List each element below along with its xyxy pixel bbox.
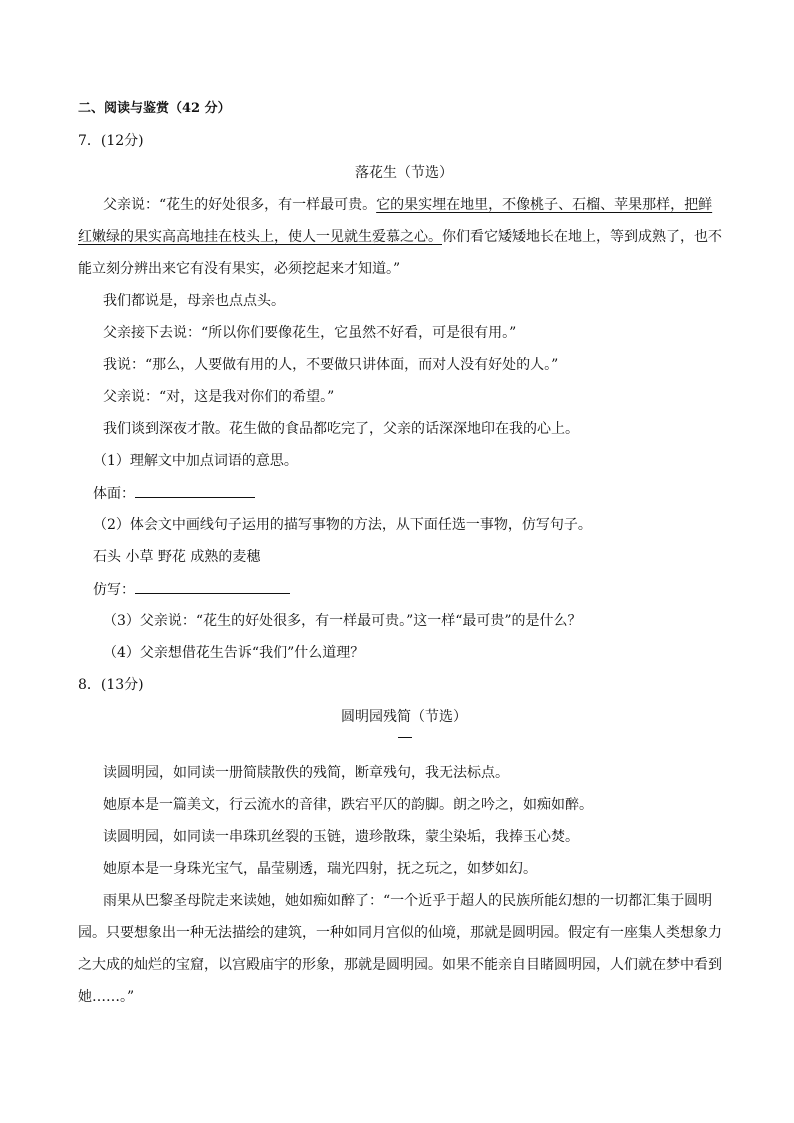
- sub-question-1: （1）理解文中加点词语的意思。: [93, 453, 298, 469]
- paragraph-line: 她……。”: [78, 989, 135, 1005]
- paragraph-line: 读圆明园，如同读一册简牍散佚的残简，断章残句，我无法标点。: [103, 765, 509, 781]
- question-7-number: 7．(12分): [78, 133, 144, 149]
- underlined-sentence: 红嫩绿的果实高高地挂在枝头上，使人一见就生爱慕之心。: [78, 229, 442, 245]
- paragraph-line: 我们都说是，母亲也点点头。: [103, 293, 285, 309]
- paragraph-line: 园。只要想象出一种无法描绘的建筑，一种如同月宫似的仙境，那就是圆明园。假定有一座集人类想象力: [78, 925, 722, 941]
- paragraph-line: 雨果从巴黎圣母院走来读她，她如痴如醉了：“一个近乎于超人的民族所能幻想的一切都汇集于圆明: [103, 893, 713, 909]
- passage-title-yuanmingyuan: 圆明园残简（节选）: [341, 709, 467, 725]
- paragraph-text: 你们看它矮矮地长在地上，等到成熟了，也不: [442, 229, 722, 245]
- underlined-sentence: 它的果实埋在地里，不像桃子、石榴、苹果那样，把鲜: [376, 197, 713, 213]
- paragraph-line: 我说：“那么，人要做有用的人，不要做只讲体面，而对人没有好处的人。”: [103, 357, 559, 373]
- paragraph-line: 父亲说：“对，这是我对你们的希望。”: [103, 389, 335, 405]
- option-list: 石头 小草 野花 成熟的麦穗: [93, 549, 261, 565]
- section-heading: 二、阅读与鉴赏（42 分）: [78, 101, 231, 116]
- answer-blank[interactable]: [135, 483, 255, 498]
- paragraph-line: 之大成的灿烂的宝窟，以宫殿庙宇的形象，那就是圆明园。如果不能亲自目睹圆明园，人们就在梦中看到: [78, 957, 722, 973]
- paragraph-line: [103, 195, 712, 215]
- paragraph-line: 能立刻分辨出来它有没有果实，必须挖起来才知道。”: [78, 261, 401, 277]
- paragraph-line: 她原本是一身珠光宝气，晶莹剔透，瑞光四射，抚之玩之，如梦如幻。: [103, 861, 537, 877]
- answer-blank[interactable]: [135, 579, 290, 594]
- question-8-number: 8．(13分): [78, 677, 144, 693]
- passage-title-luohuasheng: 落花生（节选）: [355, 165, 453, 181]
- answer-line-fangxie: [93, 579, 290, 600]
- sub-question-3: （3）父亲说：“花生的好处很多，有一样最可贵。”这一样“最可贵”的是什么？: [103, 613, 582, 629]
- section-divider-dash: [398, 737, 412, 738]
- sub-question-4: （4）父亲想借花生告诉“我们”什么道理？: [103, 645, 365, 661]
- paragraph-line: 父亲接下去说：“所以你们要像花生，它虽然不好看，可是很有用。”: [103, 325, 517, 341]
- paragraph-line: 她原本是一篇美文，行云流水的音律，跌宕平仄的韵脚。朗之吟之，如痴如醉。: [103, 797, 593, 813]
- paragraph-text: 父亲说：“花生的好处很多，有一样最可贵。: [103, 197, 377, 213]
- answer-line-timian: [93, 483, 255, 504]
- answer-label: 体面：: [93, 486, 135, 502]
- paragraph-line: 我们谈到深夜才散。花生做的食品都吃完了，父亲的话深深地印在我的心上。: [103, 421, 579, 437]
- paragraph-line: [78, 227, 722, 247]
- paragraph-line: 读圆明园，如同读一串珠玑丝裂的玉链，遗珍散珠，蒙尘染垢，我捧玉心焚。: [103, 829, 579, 845]
- answer-label: 仿写：: [93, 582, 135, 598]
- sub-question-2: （2）体会文中画线句子运用的描写事物的方法，从下面任选一事物，仿写句子。: [93, 517, 592, 533]
